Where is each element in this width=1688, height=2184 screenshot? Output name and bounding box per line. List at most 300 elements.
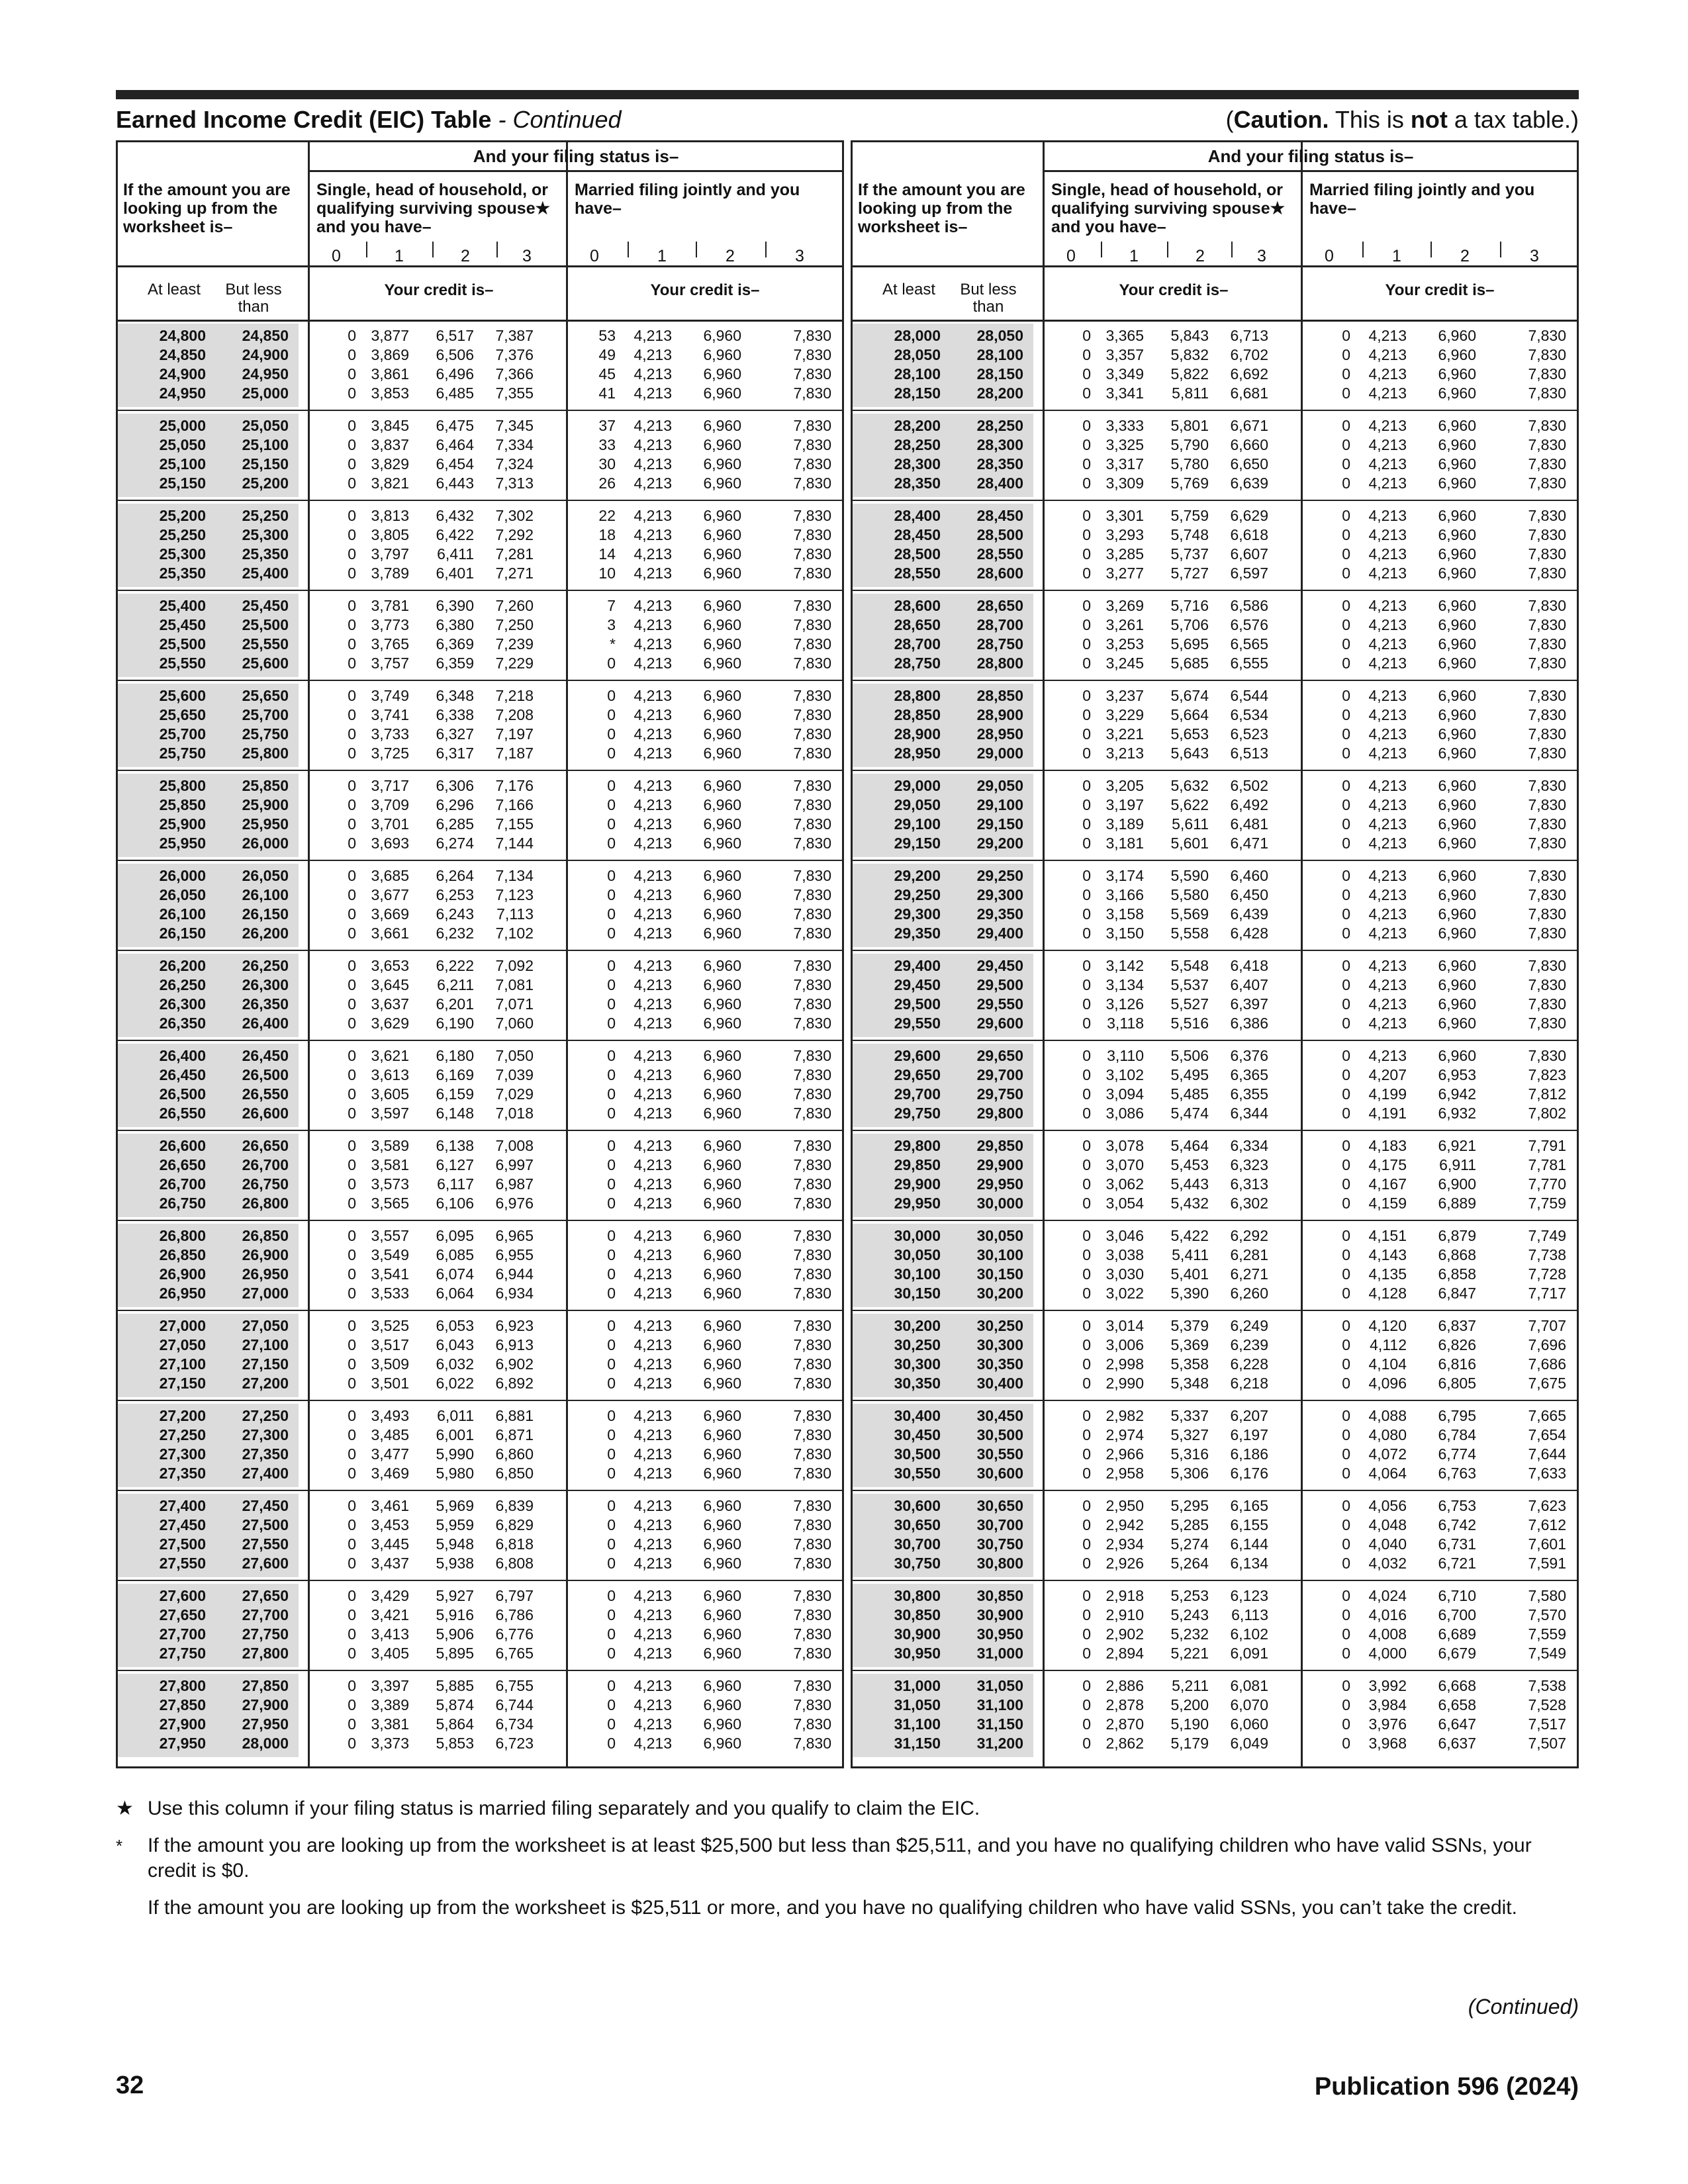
cell-but-less-than: 30,650 (976, 1497, 1023, 1514)
table-row (118, 796, 842, 815)
cell-but-less-than: 30,850 (976, 1587, 1023, 1604)
star-footnote (116, 1796, 980, 1821)
cell-but-less-than: 28,400 (976, 475, 1023, 492)
cell-credit: 7,830 (793, 1375, 831, 1392)
cell-credit: 0 (348, 1047, 356, 1064)
cell-credit: 6,692 (1230, 365, 1268, 383)
cell-credit: 3,461 (371, 1497, 409, 1514)
cell-at-least: 28,250 (894, 436, 941, 453)
cell-credit: 0 (1342, 777, 1350, 794)
cell-credit: 3,269 (1105, 597, 1144, 614)
publication-name: Publication 596 (2024) (1314, 2073, 1579, 2101)
cell-credit: 0 (1082, 867, 1091, 884)
cell-but-less-than: 27,650 (242, 1587, 289, 1604)
cell-credit: 4,213 (633, 835, 672, 852)
table-row (118, 1355, 842, 1374)
cell-credit: 7,830 (1528, 417, 1566, 434)
table-row (853, 1644, 1577, 1663)
top-rule (116, 90, 1579, 99)
cell-at-least: 30,700 (894, 1535, 941, 1553)
cell-credit: 6,285 (436, 815, 474, 833)
cell-credit: 6,043 (436, 1336, 474, 1353)
cell-credit: 6,313 (1230, 1175, 1268, 1193)
cell-credit: 4,213 (633, 1195, 672, 1212)
cell-at-least: 25,650 (159, 706, 206, 723)
table-title (116, 106, 622, 134)
cell-credit: 4,213 (1368, 745, 1407, 762)
cell-credit: 6,960 (1438, 886, 1476, 903)
title-suffix: - Continued (491, 106, 622, 133)
cell-credit: 5,695 (1170, 635, 1209, 653)
cell-credit: 5,379 (1170, 1317, 1209, 1334)
cell-credit: 4,213 (633, 706, 672, 723)
table-row (853, 1156, 1577, 1175)
cell-credit: 4,213 (633, 1047, 672, 1064)
cell-credit: 6,776 (495, 1625, 534, 1643)
table-row (853, 1085, 1577, 1104)
cell-credit: 0 (1342, 1555, 1350, 1572)
cell-credit: 0 (1342, 1497, 1350, 1514)
cell-at-least: 28,900 (894, 725, 941, 743)
cell-credit: 6,960 (703, 565, 741, 582)
cell-credit: 6,868 (1438, 1246, 1476, 1263)
row-group (853, 774, 1577, 857)
group-separator (853, 590, 1577, 591)
cell-at-least: 30,500 (894, 1445, 941, 1463)
cell-credit: 0 (607, 1516, 616, 1533)
cell-credit: 6,960 (703, 687, 741, 704)
cell-credit: 5,780 (1170, 455, 1209, 473)
group-separator (118, 950, 842, 951)
kids-col-single-2: 2 (1196, 247, 1205, 265)
kids-tick-single (1167, 242, 1168, 257)
cell-credit: 0 (607, 1426, 616, 1443)
cell-credit: 6,338 (436, 706, 474, 723)
cell-credit: 6,960 (703, 1375, 741, 1392)
cell-credit: 4,128 (1368, 1285, 1407, 1302)
kids-tick-single (366, 242, 367, 257)
cell-credit: 5,801 (1170, 417, 1209, 434)
table-row (118, 384, 842, 403)
cell-credit: 6,960 (703, 436, 741, 453)
table-row (853, 1554, 1577, 1573)
cell-at-least: 31,050 (894, 1696, 941, 1713)
table-row (853, 615, 1577, 635)
cell-credit: 0 (1342, 725, 1350, 743)
cell-credit: 5,895 (436, 1645, 474, 1662)
table-row (853, 1464, 1577, 1483)
cell-credit: 6,492 (1230, 796, 1268, 813)
cell-credit: 7,071 (495, 995, 534, 1013)
cell-credit: 0 (1342, 1516, 1350, 1533)
group-separator (853, 860, 1577, 861)
cell-but-less-than: 28,700 (976, 616, 1023, 633)
cell-credit: 6,784 (1438, 1426, 1476, 1443)
cell-but-less-than: 25,000 (242, 385, 289, 402)
cell-at-least: 25,200 (159, 507, 206, 524)
table-row (853, 886, 1577, 905)
cell-but-less-than: 28,600 (976, 565, 1023, 582)
cell-credit: 3,213 (1105, 745, 1144, 762)
cell-credit: 10 (598, 565, 616, 582)
cell-credit: 7,830 (793, 1426, 831, 1443)
cell-credit: 0 (1082, 976, 1091, 993)
cell-credit: 6,411 (437, 545, 474, 563)
cell-credit: 0 (348, 327, 356, 344)
cell-at-least: 27,700 (159, 1625, 206, 1643)
cell-credit: 6,774 (1438, 1445, 1476, 1463)
cell-credit: 6,960 (1438, 526, 1476, 543)
cell-credit: 7,830 (793, 1696, 831, 1713)
cell-at-least: 29,100 (894, 815, 941, 833)
kids-tick-married (696, 242, 697, 257)
cell-credit: 5,274 (1170, 1535, 1209, 1553)
cell-credit: 6,960 (1438, 905, 1476, 923)
cell-but-less-than: 29,350 (976, 905, 1023, 923)
cell-at-least: 28,150 (894, 385, 941, 402)
cell-credit: 6,960 (1438, 327, 1476, 344)
table-row (118, 635, 842, 654)
cell-credit: 7,830 (1528, 905, 1566, 923)
cell-but-less-than: 30,200 (976, 1285, 1023, 1302)
cell-credit: 7,830 (793, 905, 831, 923)
cell-credit: 0 (607, 1047, 616, 1064)
cell-credit: 0 (348, 1175, 356, 1193)
cell-credit: 5,495 (1170, 1066, 1209, 1083)
table-row (853, 1426, 1577, 1445)
cell-credit: 7,830 (1528, 1047, 1566, 1064)
cell-at-least: 25,000 (159, 417, 206, 434)
cell-credit: 6,818 (495, 1535, 534, 1553)
cell-credit: 7,830 (793, 417, 831, 434)
group-separator (853, 1670, 1577, 1671)
cell-but-less-than: 31,100 (976, 1696, 1023, 1713)
kids-col-married-1: 1 (1392, 247, 1401, 265)
cell-at-least: 29,350 (894, 925, 941, 942)
cell-but-less-than: 27,700 (242, 1606, 289, 1623)
cell-at-least: 26,700 (159, 1175, 206, 1193)
cell-credit: 4,040 (1368, 1535, 1407, 1553)
cell-but-less-than: 26,150 (242, 905, 289, 923)
cell-credit: 14 (598, 545, 616, 563)
cell-credit: 3,565 (371, 1195, 409, 1212)
cell-credit: 6,365 (1230, 1066, 1268, 1083)
group-separator (853, 1040, 1577, 1041)
cell-but-less-than: 29,500 (976, 976, 1023, 993)
cell-credit: 0 (1342, 1715, 1350, 1733)
cell-credit: 7,830 (1528, 526, 1566, 543)
cell-but-less-than: 29,700 (976, 1066, 1023, 1083)
cell-credit: 6,085 (436, 1246, 474, 1263)
cell-credit: 0 (1082, 1587, 1091, 1604)
kids-tick-single (1101, 242, 1102, 257)
cell-credit: 4,213 (633, 976, 672, 993)
cell-credit: 0 (348, 455, 356, 473)
cell-credit: 6,860 (495, 1445, 534, 1463)
cell-but-less-than: 26,250 (242, 957, 289, 974)
cell-credit: 7,197 (495, 725, 534, 743)
cell-credit: 4,213 (633, 1246, 672, 1263)
cell-credit: 0 (348, 1715, 356, 1733)
cell-credit: 7,830 (793, 1085, 831, 1103)
cell-credit: 0 (607, 1715, 616, 1733)
cell-at-least: 29,000 (894, 777, 941, 794)
table-row (853, 1136, 1577, 1156)
cell-credit: 7,707 (1528, 1317, 1566, 1334)
cell-but-less-than: 29,750 (976, 1085, 1023, 1103)
cell-credit: 0 (607, 1105, 616, 1122)
cell-credit: 7,675 (1528, 1375, 1566, 1392)
cell-credit: 4,213 (633, 1426, 672, 1443)
cell-credit: 6,960 (703, 1066, 741, 1083)
cell-credit: 6,960 (1438, 957, 1476, 974)
cell-credit: 6,960 (703, 616, 741, 633)
cell-but-less-than: 29,650 (976, 1047, 1023, 1064)
cell-credit: 2,870 (1105, 1715, 1144, 1733)
cell-credit: 0 (1342, 526, 1350, 543)
cell-credit: 6,960 (703, 867, 741, 884)
cell-credit: 0 (348, 597, 356, 614)
cell-credit: 6,965 (495, 1227, 534, 1244)
cell-credit: 0 (607, 1336, 616, 1353)
cell-credit: 6,932 (1438, 1105, 1476, 1122)
cell-credit: 0 (348, 565, 356, 582)
table-row (118, 956, 842, 976)
cell-credit: 0 (1082, 1677, 1091, 1694)
cell-credit: 7,830 (793, 1677, 831, 1694)
cell-credit: 3,341 (1105, 385, 1144, 402)
cell-at-least: 28,200 (894, 417, 941, 434)
table-row (853, 1226, 1577, 1246)
cell-credit: 4,213 (633, 886, 672, 903)
cell-credit: 3,062 (1105, 1175, 1144, 1193)
cell-but-less-than: 25,400 (242, 565, 289, 582)
cell-credit: 5,601 (1170, 835, 1209, 852)
cell-credit: 0 (1342, 995, 1350, 1013)
cell-at-least: 27,750 (159, 1645, 206, 1662)
cell-credit: 6,344 (1230, 1105, 1268, 1122)
cell-credit: 0 (1342, 886, 1350, 903)
cell-credit: 7,830 (1528, 687, 1566, 704)
cell-credit: 4,213 (633, 597, 672, 614)
cell-credit: 6,829 (495, 1516, 534, 1533)
table-row (853, 776, 1577, 796)
cell-credit: 6,960 (703, 1625, 741, 1643)
cell-credit: 0 (348, 835, 356, 852)
cell-credit: 4,213 (633, 687, 672, 704)
cell-credit: 0 (1082, 1195, 1091, 1212)
cell-credit: 3,861 (371, 365, 409, 383)
cell-credit: 4,213 (1368, 976, 1407, 993)
group-separator (853, 1130, 1577, 1131)
cell-but-less-than: 29,850 (976, 1137, 1023, 1154)
cell-credit: 3,174 (1105, 867, 1144, 884)
kids-col-single-1: 1 (1129, 247, 1139, 265)
cell-but-less-than: 26,700 (242, 1156, 289, 1173)
cell-but-less-than: 25,100 (242, 436, 289, 453)
cell-credit: 3,110 (1107, 1047, 1144, 1064)
cell-credit: 3,621 (371, 1047, 409, 1064)
cell-but-less-than: 28,550 (976, 545, 1023, 563)
cell-credit: 7,313 (495, 475, 534, 492)
cell-credit: 0 (607, 886, 616, 903)
cell-credit: 0 (348, 1265, 356, 1283)
cell-at-least: 27,850 (159, 1696, 206, 1713)
cell-credit: 7,123 (495, 886, 534, 903)
cell-credit: 6,960 (1438, 1015, 1476, 1032)
cell-credit: 7,830 (793, 687, 831, 704)
cell-at-least: 24,950 (159, 385, 206, 402)
row-group (118, 1314, 842, 1397)
cell-credit: 0 (607, 867, 616, 884)
cell-credit: 6,960 (703, 976, 741, 993)
cell-credit: 6,960 (1438, 597, 1476, 614)
cell-credit: 2,918 (1105, 1587, 1144, 1604)
cell-credit: 4,213 (1368, 455, 1407, 473)
cell-credit: 7,008 (495, 1137, 534, 1154)
cell-credit: 3,445 (371, 1535, 409, 1553)
cell-credit: 3,245 (1105, 655, 1144, 672)
cell-credit: 7,830 (1528, 867, 1566, 884)
cell-credit: 41 (598, 385, 616, 402)
cell-credit: 5,390 (1170, 1285, 1209, 1302)
cell-credit: 6,879 (1438, 1227, 1476, 1244)
cell-credit: 6,049 (1230, 1735, 1268, 1752)
cell-but-less-than: 31,000 (976, 1645, 1023, 1662)
cell-credit: 4,213 (633, 1156, 672, 1173)
cell-credit: 7,830 (793, 995, 831, 1013)
table-row (853, 1104, 1577, 1123)
cell-credit: 7,029 (495, 1085, 534, 1103)
cell-credit: 0 (1082, 1085, 1091, 1103)
cell-credit: 0 (607, 1355, 616, 1373)
cell-at-least: 26,650 (159, 1156, 206, 1173)
cell-credit: 0 (348, 507, 356, 524)
cell-credit: 3,613 (371, 1066, 409, 1083)
cell-credit: 6,960 (703, 1156, 741, 1173)
table-panel-right (851, 140, 1579, 1768)
cell-credit: 0 (1342, 1317, 1350, 1334)
cell-credit: 0 (348, 1355, 356, 1373)
cell-credit: 6,155 (1230, 1516, 1268, 1533)
cell-credit: 0 (1342, 745, 1350, 762)
cell-credit: 3,525 (371, 1317, 409, 1334)
table-row (853, 1175, 1577, 1194)
cell-credit: 0 (607, 1606, 616, 1623)
cell-credit: 6,960 (703, 1047, 741, 1064)
table-row (853, 1496, 1577, 1516)
cell-credit: 7,302 (495, 507, 534, 524)
table-row (118, 1445, 842, 1464)
cell-credit: 6,900 (1438, 1175, 1476, 1193)
caution-text: This is (1329, 106, 1411, 133)
cell-credit: 4,213 (1368, 905, 1407, 923)
cell-at-least: 26,250 (159, 976, 206, 993)
cell-at-least: 29,650 (894, 1066, 941, 1083)
cell-credit: 0 (1082, 995, 1091, 1013)
row-group (853, 1314, 1577, 1397)
cell-credit: 7,187 (495, 745, 534, 762)
table-row (118, 596, 842, 615)
cell-but-less-than: 29,950 (976, 1175, 1023, 1193)
group-separator (118, 410, 842, 411)
cell-credit: 5,906 (436, 1625, 474, 1643)
row-group (853, 1224, 1577, 1307)
cell-credit: 0 (1342, 616, 1350, 633)
cell-but-less-than: 27,750 (242, 1625, 289, 1643)
table-row (118, 1715, 842, 1734)
row-group (853, 594, 1577, 677)
cell-credit: 7,176 (495, 777, 534, 794)
cell-credit: 4,120 (1368, 1317, 1407, 1334)
but-less-than-heading: But less than (225, 281, 282, 316)
cell-credit: 5,632 (1170, 777, 1209, 794)
cell-credit: 5,179 (1170, 1735, 1209, 1752)
cell-but-less-than: 28,250 (976, 417, 1023, 434)
cell-credit: 6,960 (703, 327, 741, 344)
cell-at-least: 28,300 (894, 455, 941, 473)
cell-credit: 0 (1342, 1175, 1350, 1193)
table-row (853, 525, 1577, 545)
cell-credit: 4,213 (633, 327, 672, 344)
cell-at-least: 26,900 (159, 1265, 206, 1283)
cell-credit: 7,830 (1528, 545, 1566, 563)
table-row (853, 635, 1577, 654)
cell-credit: 0 (348, 1137, 356, 1154)
cell-at-least: 27,900 (159, 1715, 206, 1733)
cell-at-least: 27,150 (159, 1375, 206, 1392)
cell-credit: 0 (1342, 475, 1350, 492)
cell-credit: 4,213 (633, 1677, 672, 1694)
cell-credit: 6,960 (1438, 925, 1476, 942)
cell-credit: 6,960 (703, 1085, 741, 1103)
cell-but-less-than: 30,350 (976, 1355, 1023, 1373)
cell-credit: 7,601 (1528, 1535, 1566, 1553)
cell-credit: 0 (607, 1375, 616, 1392)
group-separator (118, 1490, 842, 1491)
cell-credit: 0 (607, 777, 616, 794)
table-row (853, 1606, 1577, 1625)
table-row (118, 1085, 842, 1104)
cell-credit: 6,095 (436, 1227, 474, 1244)
cell-credit: 3,086 (1105, 1105, 1144, 1122)
table-row (853, 956, 1577, 976)
cell-credit: 0 (1342, 1535, 1350, 1553)
filing-status-heading: And your filing status is– (1207, 146, 1414, 166)
table-row (118, 545, 842, 564)
cell-credit: 2,958 (1105, 1465, 1144, 1482)
cell-credit: 7,830 (1528, 796, 1566, 813)
cell-credit: 0 (607, 725, 616, 743)
group-separator (853, 1310, 1577, 1311)
cell-credit: 6,960 (703, 365, 741, 383)
cell-credit: 6,713 (1230, 327, 1268, 344)
cell-credit: 4,213 (633, 565, 672, 582)
cell-credit: 0 (348, 1426, 356, 1443)
cell-credit: 3,773 (371, 616, 409, 633)
cell-credit: 4,048 (1368, 1516, 1407, 1533)
kids-col-married-3: 3 (1530, 247, 1539, 265)
cell-credit: 0 (1082, 886, 1091, 903)
cell-but-less-than: 30,550 (976, 1445, 1023, 1463)
cell-credit: 5,474 (1170, 1105, 1209, 1122)
table-row (853, 744, 1577, 763)
group-separator (853, 1400, 1577, 1401)
cell-but-less-than: 26,500 (242, 1066, 289, 1083)
cell-credit: 7,830 (793, 1156, 831, 1173)
cell-credit: 0 (348, 886, 356, 903)
cell-credit: 3,749 (371, 687, 409, 704)
